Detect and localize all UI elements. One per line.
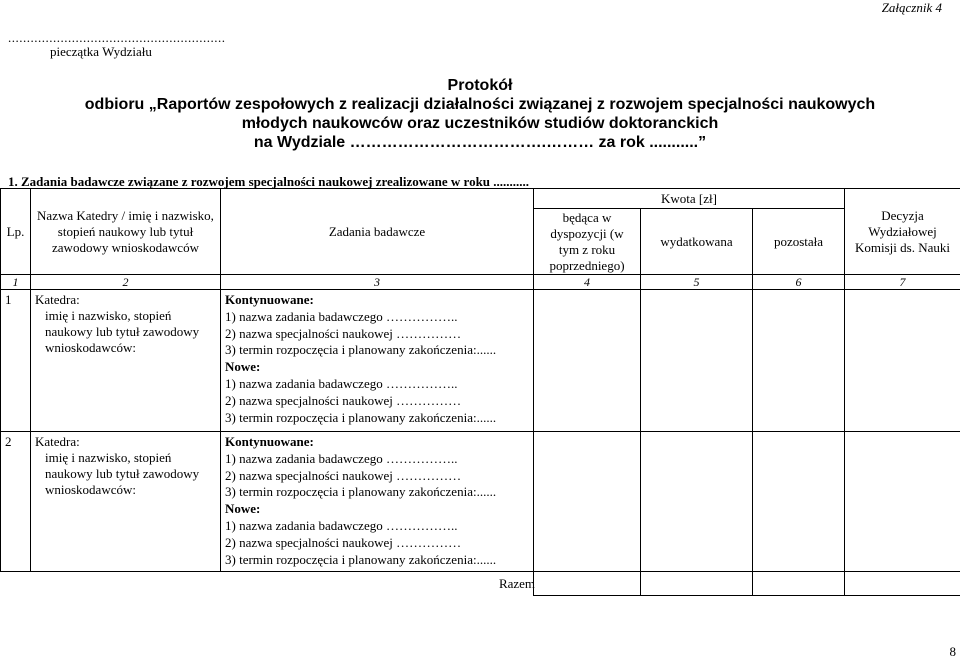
- page-number: 8: [949, 644, 956, 659]
- specialty-line: 2) nazwa specjalności naukowej ……………: [225, 325, 462, 341]
- continued-label: Kontynuowane:: [225, 292, 314, 307]
- column-number: 7: [845, 275, 960, 290]
- task-name-line: 1) nazwa zadania badawczego ……………..: [225, 375, 458, 391]
- task-name-line: 1) nazwa zadania badawczego ……………..: [225, 450, 458, 466]
- title-line-3: młodych naukowców oraz uczestników studiów doktoranckich: [241, 115, 719, 132]
- row-spent-cell: [641, 432, 753, 572]
- title-line-2: odbioru „Raportów zespołowych z realizacji działalności związanej z rozwojem specjalności naukowych: [84, 96, 876, 113]
- column-number: 3: [221, 275, 534, 290]
- document-title: [0, 76, 960, 152]
- total-available-cell: [534, 572, 641, 596]
- row-remaining-cell: [753, 290, 845, 432]
- header-available: będąca w dyspozycji (w tym z roku poprzedniego): [534, 209, 641, 275]
- header-decision: Decyzja Wydziałowej Komisji ds. Nauki: [845, 189, 960, 275]
- row-available-cell: [534, 432, 641, 572]
- total-spacer: [1, 572, 534, 596]
- column-number: 2: [31, 275, 221, 290]
- new-label: Nowe:: [225, 359, 261, 375]
- section-heading: 1. Zadania badawcze związane z rozwojem specjalności naukowej zrealizowane w roku ...........: [8, 174, 530, 189]
- term-line: 3) termin rozpoczęcia i planowany zakończenia:......: [225, 484, 497, 500]
- row-lp: 1: [1, 290, 31, 432]
- table-row: [1, 432, 960, 572]
- title-line-1: Protokół: [447, 77, 513, 94]
- stamp-placeholder: ..........................................................: [8, 30, 226, 45]
- total-label: Razem: [498, 576, 536, 591]
- row-lp: 2: [1, 432, 31, 572]
- row-available-cell: [534, 290, 641, 432]
- column-number: 6: [753, 275, 845, 290]
- row-tasks-cell: [221, 290, 534, 432]
- header-lp: Lp.: [1, 189, 31, 275]
- applicants-label: imię i nazwisko, stopień naukowy lub tytuł zawodowy wnioskodawców:: [45, 450, 200, 497]
- row-decision-cell: [845, 432, 960, 572]
- stamp-label: pieczątka Wydziału: [50, 44, 152, 59]
- annex-label: Załącznik 4: [881, 0, 942, 15]
- specialty-line: 2) nazwa specjalności naukowej ……………: [225, 467, 462, 483]
- continued-label: Kontynuowane:: [225, 434, 314, 449]
- header-tasks: Zadania badawcze: [221, 189, 534, 275]
- row-remaining-cell: [753, 432, 845, 572]
- total-row: [1, 572, 960, 596]
- column-number: 4: [534, 275, 641, 290]
- task-name-line: 1) nazwa zadania badawczego ……………..: [225, 308, 458, 324]
- row-tasks-cell: [221, 432, 534, 572]
- applicants-label: imię i nazwisko, stopień naukowy lub tytuł zawodowy wnioskodawców:: [45, 308, 200, 355]
- header-name: Nazwa Katedry / imię i nazwisko, stopień naukowy lub tytuł zawodowy wnioskodawców: [31, 189, 221, 275]
- total-spent-cell: [641, 572, 753, 596]
- row-applicant-cell: [31, 290, 221, 432]
- header-amount-group: Kwota [zł]: [534, 189, 845, 209]
- column-number-row: [1, 275, 960, 290]
- header-remaining: pozostała: [753, 209, 845, 275]
- report-table: [0, 188, 960, 596]
- title-line-4: na Wydziale ……………………………….……… za rok ...........”: [253, 134, 707, 151]
- header-spent: wydatkowana: [641, 209, 753, 275]
- specialty-line: 2) nazwa specjalności naukowej ……………: [225, 534, 462, 550]
- term-line: 3) termin rozpoczęcia i planowany zakończenia:......: [225, 342, 497, 358]
- new-label: Nowe:: [225, 501, 261, 517]
- row-spent-cell: [641, 290, 753, 432]
- katedra-label: Katedra:: [35, 292, 80, 307]
- column-number: 1: [1, 275, 31, 290]
- total-decision-cell: [845, 572, 960, 596]
- row-applicant-cell: [31, 432, 221, 572]
- specialty-line: 2) nazwa specjalności naukowej ……………: [225, 392, 462, 408]
- row-decision-cell: [845, 290, 960, 432]
- column-number: 5: [641, 275, 753, 290]
- katedra-label: Katedra:: [35, 434, 80, 449]
- total-remaining-cell: [753, 572, 845, 596]
- term-line: 3) termin rozpoczęcia i planowany zakończenia:......: [225, 551, 497, 567]
- task-name-line: 1) nazwa zadania badawczego ……………..: [225, 517, 458, 533]
- table-row: [1, 290, 960, 432]
- term-line: 3) termin rozpoczęcia i planowany zakończenia:......: [225, 409, 497, 425]
